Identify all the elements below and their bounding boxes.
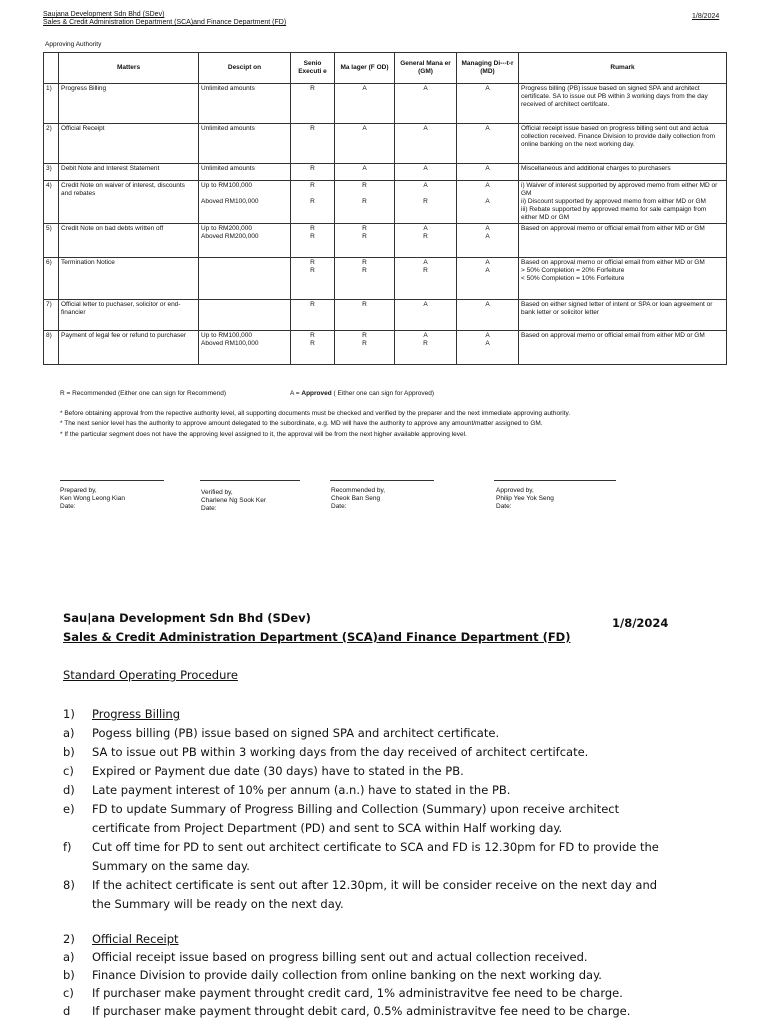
row-md: A <box>457 124 519 164</box>
sop-list-item <box>63 966 683 984</box>
sop-list-item <box>63 1002 683 1020</box>
department-name: Sales & Credit Administration Department (SCA)and Finance Department (FD) <box>43 19 287 26</box>
row-matter: Progress Billing <box>59 84 199 124</box>
row-remark: Official receipt issue based on progress billing sent out and actua collection received. Finance Division to provide daily collection from online banking on the next working day. <box>519 124 727 164</box>
sop-item-text: Summary on the same day. <box>92 859 250 873</box>
row-gm: A R <box>395 224 457 258</box>
sop-item-text: Late payment interest of 10% per annum (a.n.) have to stated in the PB. <box>92 783 511 797</box>
sop-list-item <box>63 762 683 781</box>
row-number: 5) <box>44 224 59 258</box>
sop-item-text: Cut off time for PD to sent out architect certificate to SCA and FD is 12.30pm for FD to provide the <box>92 840 659 854</box>
row-senior-executive: R R <box>291 224 335 258</box>
signature-line-approved <box>494 480 616 481</box>
sop-item-text: FD to update Summary of Progress Billing and Collection (Summary) upon receive architect <box>92 802 620 816</box>
col-description: Descipt on <box>199 53 291 84</box>
row-remark: i) Waiver of interest supported by approved memo from either MD or GM ii) Discount supported by approved memo from either MD or GM iii) Rebate supported by approved memo for sale campaign from either MD or GM <box>519 181 727 224</box>
col-matters: Matters <box>59 53 199 84</box>
legend-approved: A = Approved ( Either one can sign for Approved) <box>290 390 434 397</box>
row-remark: Based on approval memo or official email from either MD or GM > 50% Completion = 20% Forfeiture < 50% Completion = 10% Forfeiture <box>519 258 727 300</box>
row-gm: A R <box>395 258 457 300</box>
note-1: * Before obtaining approval from the repective authority level, all supporting documents must be checked and verified by the preparer and the next immediate approving authority. <box>60 410 571 417</box>
sop-section-2-list <box>63 948 683 1020</box>
row-matter: Official Receipt <box>59 124 199 164</box>
row-gm: A <box>395 164 457 181</box>
row-gm: A <box>395 124 457 164</box>
row-description: Unlimited amounts <box>199 124 291 164</box>
col-general-manager: General Mana er (GM) <box>395 53 457 84</box>
row-md: A A <box>457 181 519 224</box>
row-md: A <box>457 300 519 331</box>
row-senior-executive: R R <box>291 258 335 300</box>
sop-section-1-heading: 1) Progress Billing <box>63 707 180 721</box>
row-senior-executive: R <box>291 84 335 124</box>
sop-list-item <box>63 948 683 966</box>
legend-recommended: R = Recommended (Either one can sign for Recommend) <box>60 390 227 397</box>
row-description: Unlimited amounts <box>199 164 291 181</box>
row-number: 2) <box>44 124 59 164</box>
row-matter: Credit Note on waiver of interest, discounts and rebates <box>59 181 199 224</box>
row-md: A A <box>457 224 519 258</box>
sop-item-text: If purchaser make payment throught debit card, 0.5% administravitve fee need to be charge. <box>92 1004 631 1018</box>
sop-list-item <box>63 781 683 800</box>
sop-item-marker: a) <box>63 950 75 964</box>
row-gm: A R <box>395 331 457 365</box>
sop-item-marker: f) <box>63 840 72 854</box>
signature-line-verified <box>200 480 300 481</box>
sop-item-marker: d) <box>63 783 75 797</box>
table-header-row <box>44 53 727 84</box>
signature-line-prepared <box>60 480 164 481</box>
row-description: Up to RM100,000 Aboved RM100,000 <box>199 181 291 224</box>
table-row <box>44 181 727 224</box>
sop-company-name: Sau|ana Development Sdn Bhd (SDev) <box>63 611 311 625</box>
row-matter: Payment of legal fee or refund to purchaser <box>59 331 199 365</box>
sop-item-text: SA to issue out PB within 3 working days from the day received of architect certifcate. <box>92 745 589 759</box>
row-manager: A <box>335 124 395 164</box>
sop-list-item <box>63 743 683 762</box>
table-row <box>44 84 727 124</box>
row-matter: Official letter to puchaser, solicitor or end-financier <box>59 300 199 331</box>
row-matter: Credit Note on bad debts written off <box>59 224 199 258</box>
sop-item-marker: c) <box>63 764 74 778</box>
signature-recommended: Recommended by, Cheok Ban Seng Date: <box>331 487 386 510</box>
sop-list-item <box>63 857 683 876</box>
sop-list-item <box>63 819 683 838</box>
sop-item-text: the Summary will be ready on the next day. <box>92 897 344 911</box>
row-md: A <box>457 84 519 124</box>
sop-item-marker: c) <box>63 986 74 1000</box>
approving-authority-table <box>43 52 727 365</box>
row-senior-executive: R R <box>291 181 335 224</box>
row-gm: A <box>395 84 457 124</box>
sop-list-item <box>63 800 683 819</box>
row-matter: Debit Note and Interest Statement <box>59 164 199 181</box>
sop-item-text: Official receipt issue based on progress billing sent out and actual collection received. <box>92 950 588 964</box>
row-manager: A <box>335 164 395 181</box>
row-senior-executive: R R <box>291 331 335 365</box>
row-manager: R R <box>335 258 395 300</box>
row-remark: Based on either signed letter of intent or SPA or loan agreement or bank letter or solicitor letter <box>519 300 727 331</box>
table-row <box>44 224 727 258</box>
sop-date: 1/8/2024 <box>612 616 669 630</box>
row-description <box>199 300 291 331</box>
row-md: A <box>457 164 519 181</box>
sop-item-text: If purchaser make payment throught credit card, 1% administravitve fee need to be charge. <box>92 986 623 1000</box>
sop-list-item <box>63 724 683 743</box>
row-description: Up to RM100,000 Aboved RM100,000 <box>199 331 291 365</box>
row-senior-executive: R <box>291 164 335 181</box>
row-manager: R <box>335 300 395 331</box>
sop-section-1-list <box>63 724 683 914</box>
row-manager: R R <box>335 331 395 365</box>
row-number: 7) <box>44 300 59 331</box>
sop-item-marker: 8) <box>63 878 75 892</box>
signature-approved: Approved by, Philip Yee Yok Seng Date: <box>496 487 554 510</box>
row-number: 8) <box>44 331 59 365</box>
note-2: * The next senior level has the authority to approve amount delegated to the subordinate, e.g. MD will have the authority to approve any amount/matter assigned to GM. <box>60 420 543 427</box>
sop-item-text: Expired or Payment due date (30 days) have to stated in the PB. <box>92 764 464 778</box>
col-remark: Rumark <box>519 53 727 84</box>
row-description <box>199 258 291 300</box>
sop-item-marker: e) <box>63 802 75 816</box>
row-number: 3) <box>44 164 59 181</box>
note-3: * If the particular segment does not have the approving level assigned to it, the approval will be from the next higher available approving level. <box>60 431 467 438</box>
sop-item-marker: b) <box>63 745 75 759</box>
row-remark: Based on approval memo or official email from either MD or GM <box>519 224 727 258</box>
table-row <box>44 258 727 300</box>
sop-item-marker: b) <box>63 968 75 982</box>
sop-title: Standard Operating Procedure <box>63 668 238 682</box>
row-remark: Progress billing (PB) issue based on signed SPA and architect certificate. SA to issue out PB within 3 working days from the day received of architect certifcate. <box>519 84 727 124</box>
row-manager: R R <box>335 224 395 258</box>
row-manager: A <box>335 84 395 124</box>
sop-item-marker: d <box>63 1004 71 1018</box>
signature-line-recommended <box>330 480 434 481</box>
sop-list-item <box>63 838 683 857</box>
sop-list-item <box>63 895 683 914</box>
col-senior-executive: Senio Executi e <box>291 53 335 84</box>
document-date: 1/8/2024 <box>692 13 720 20</box>
row-description: Up to RM200,000 Aboved RM200,000 <box>199 224 291 258</box>
sop-item-text: Finance Division to provide daily collection from online banking on the next working day. <box>92 968 602 982</box>
sop-item-text: Pogess billing (PB) issue based on signed SPA and architect certificate. <box>92 726 500 740</box>
sop-list-item <box>63 984 683 1002</box>
col-manager: Ma lager (F OD) <box>335 53 395 84</box>
row-md: A A <box>457 258 519 300</box>
sop-department-name: Sales & Credit Administration Department (SCA)and Finance Department (FD) <box>63 630 571 644</box>
sop-item-text: certificate from Project Department (PD) and sent to SCA within Half working day. <box>92 821 563 835</box>
sop-item-marker: a) <box>63 726 75 740</box>
row-remark: Based on approval memo or official email from either MD or GM <box>519 331 727 365</box>
table-row <box>44 331 727 365</box>
signature-prepared: Prepared by, Ken Wong Leong Kian Date: <box>60 487 125 510</box>
company-name: Saujana Development Sdn Bhd (SDev) <box>43 11 165 18</box>
signature-verified: Verified by, Charlene Ng Sook Ker Date: <box>201 489 267 512</box>
table-row <box>44 300 727 331</box>
sop-item-text: If the achitect certificate is sent out after 12.30pm, it will be consider receive on the next day and <box>92 878 658 892</box>
table-row <box>44 164 727 181</box>
col-managing-director: Managing Di---t-r (MD) <box>457 53 519 84</box>
row-remark: Miscellaneous and additional charges to purchasers <box>519 164 727 181</box>
row-number: 4) <box>44 181 59 224</box>
table-row <box>44 124 727 164</box>
row-number: 6) <box>44 258 59 300</box>
approving-authority-label: Approving Authority <box>45 41 102 48</box>
row-md: A A <box>457 331 519 365</box>
row-senior-executive: R <box>291 300 335 331</box>
row-gm: A <box>395 300 457 331</box>
row-gm: A R <box>395 181 457 224</box>
sop-list-item <box>63 876 683 895</box>
row-matter: Termination Notice <box>59 258 199 300</box>
row-senior-executive: R <box>291 124 335 164</box>
row-number: 1) <box>44 84 59 124</box>
sop-section-2-heading: 2) Official Receipt <box>63 932 179 946</box>
row-description: Unlimited amounts <box>199 84 291 124</box>
row-manager: R R <box>335 181 395 224</box>
